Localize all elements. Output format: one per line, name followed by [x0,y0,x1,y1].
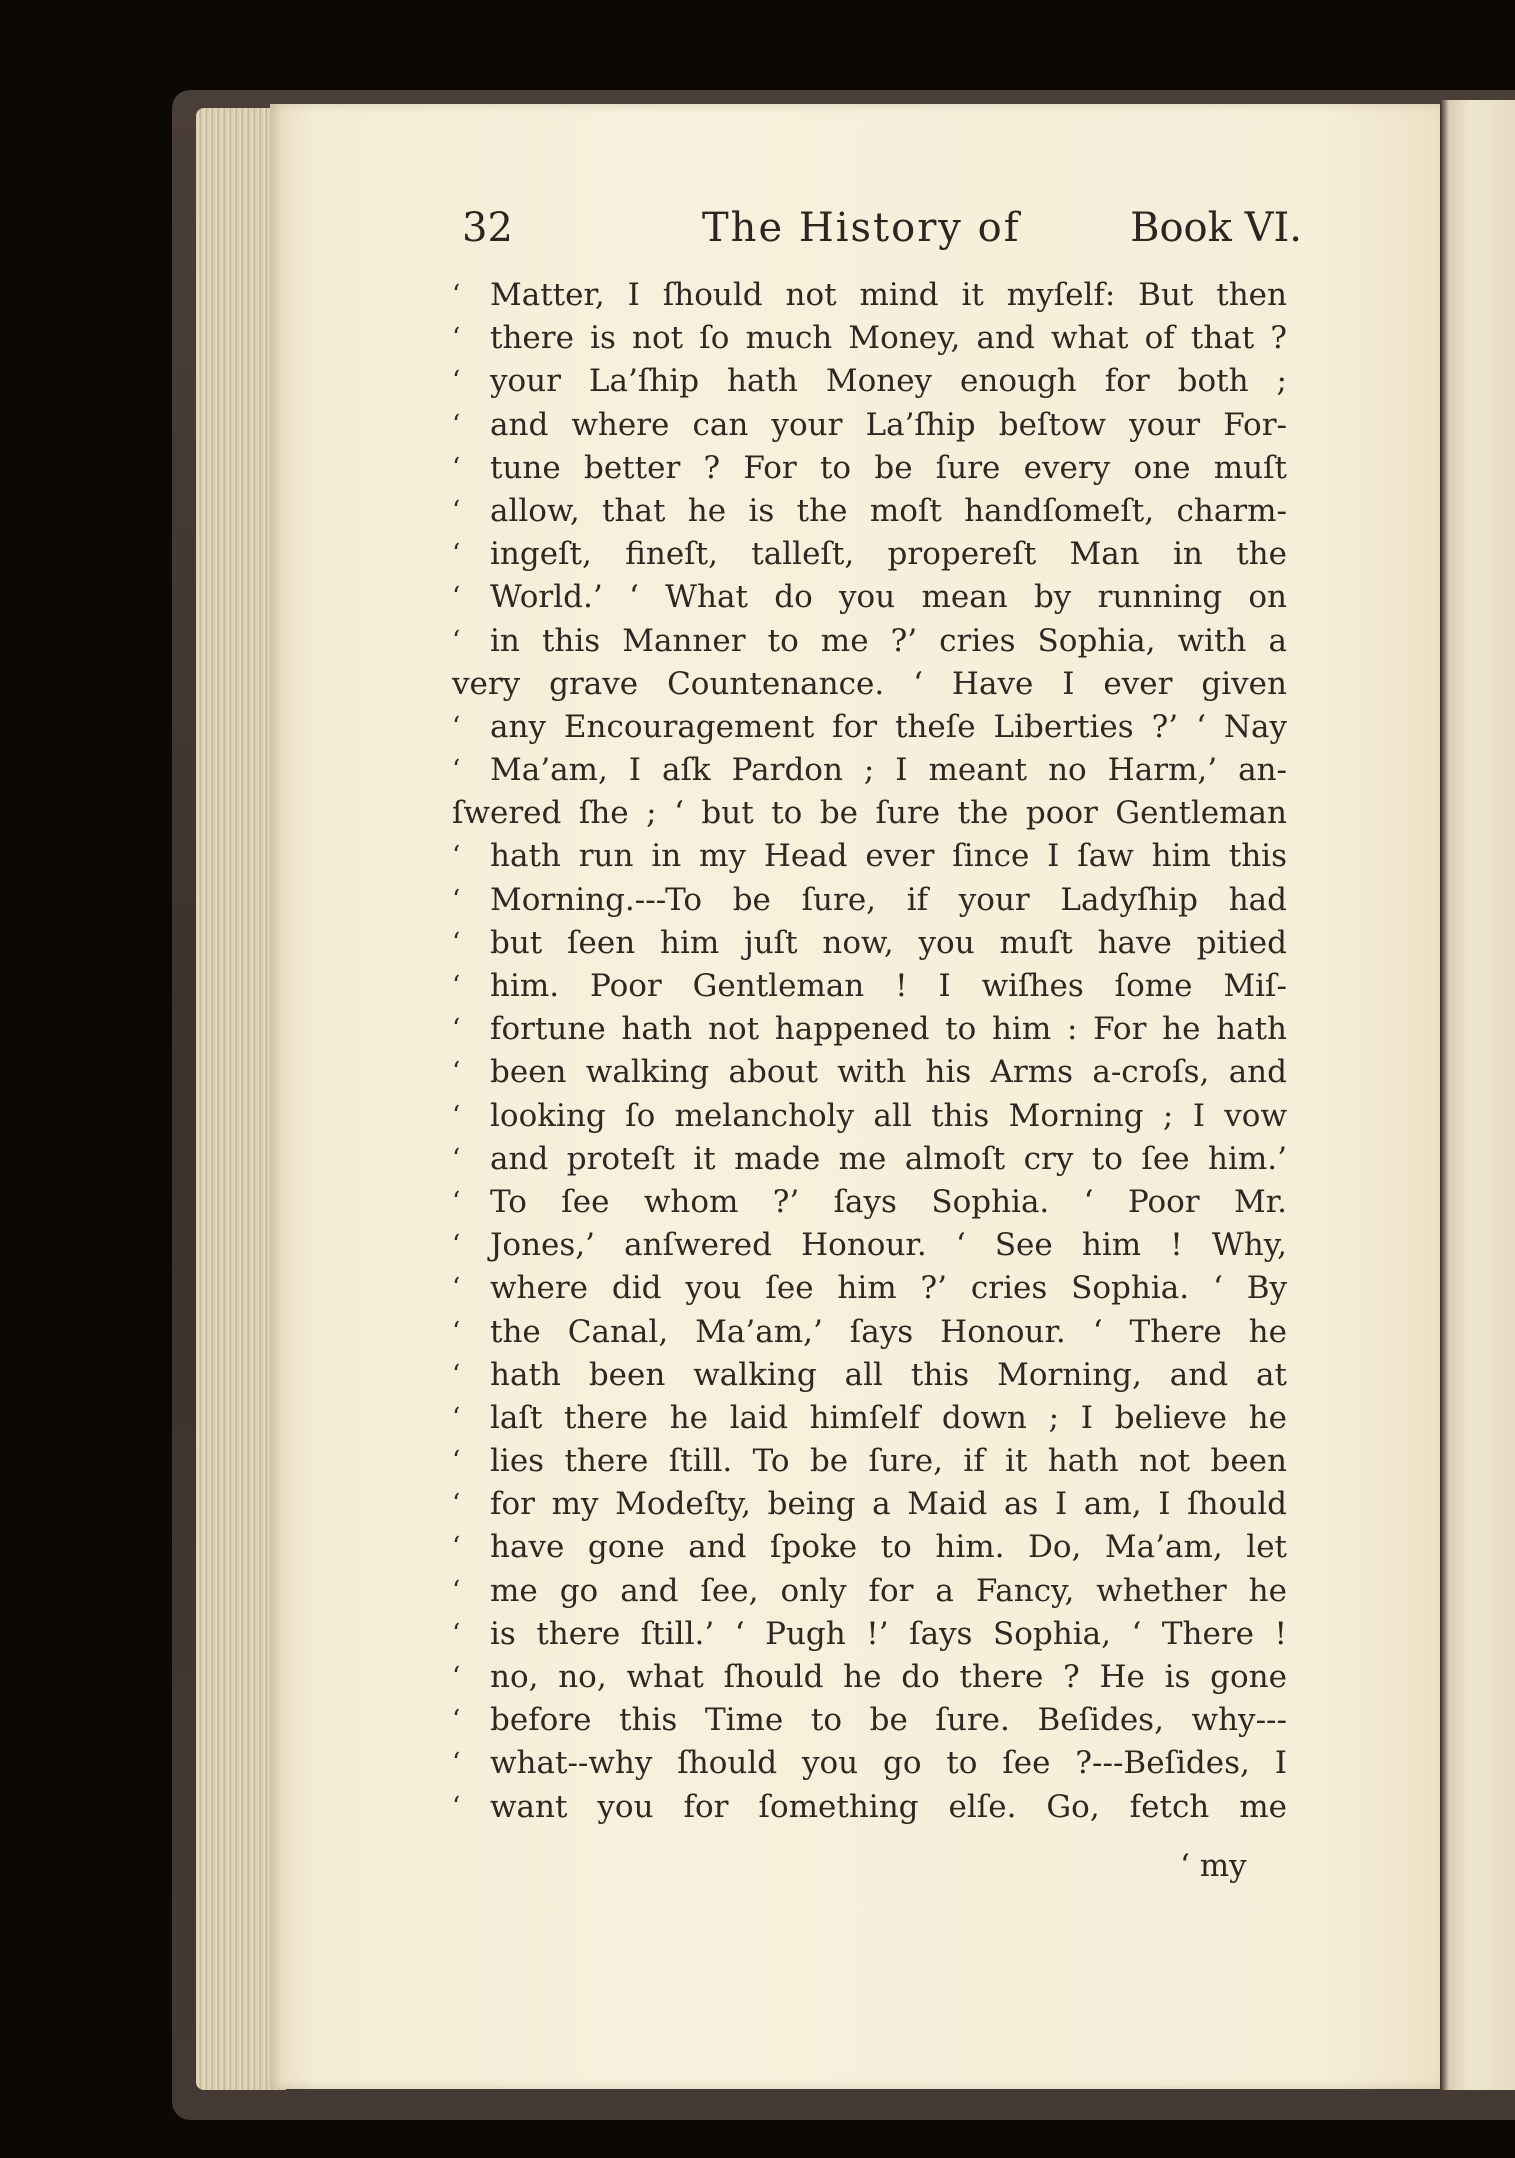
line-text: the Canal, Ma’am,’ ſays Honour. ‘ There he [490,1313,1287,1350]
line-text: laſt there he laid himſelf down ; I believe he [490,1399,1287,1436]
line-text: any Encouragement for theſe Liberties ?’ ‘ Nay [490,708,1287,745]
line-text: before this Time to be ſure. Beſides, why--- [490,1702,1287,1739]
line-text: Jones,’ anſwered Honour. ‘ See him ! Why, [490,1227,1287,1264]
line-text: and where can your La’ſhip beſtow your For- [490,406,1287,443]
text-line [452,447,1287,490]
text-line [452,749,1287,792]
text-line [452,360,1287,403]
line-text: no, no, what ſhould he do there ? He is gone [490,1659,1287,1695]
line-text: looking ſo melancholy all this Morning ; I vow [490,1097,1287,1134]
line-text: me go and ſee, only for a Fancy, whether he [490,1572,1287,1609]
quote-mark: ‘ [452,1014,461,1045]
quote-mark: ‘ [452,1532,461,1563]
line-text: for my Modeſty, being a Maid as I am, I ſhould [490,1486,1287,1523]
line-text: him. Poor Gentleman ! I wiſhes ſome Miſ- [490,968,1287,1004]
text-line [452,1483,1287,1526]
running-header [452,205,1302,265]
text-line [452,1570,1287,1613]
text-line [452,1095,1287,1138]
text-line [452,1311,1287,1354]
text-line [452,835,1287,878]
line-text: ſwered ſhe ; ‘ but to be ſure the poor Gentleman [452,795,1287,832]
quote-mark: ‘ [452,927,461,958]
quote-mark: ‘ [452,711,461,742]
text-line [452,317,1287,360]
text-line [452,922,1287,965]
quote-mark: ‘ [452,495,461,526]
line-text: very grave Countenance. ‘ Have I ever given [452,665,1287,702]
quote-mark: ‘ [452,1100,461,1131]
page-number: 32 [462,205,513,251]
quote-mark: ‘ [452,755,461,786]
line-text: is there ſtill.’ ‘ Pugh !’ ſays Sophia, ‘ There ! [490,1615,1287,1652]
text-line [452,576,1287,619]
quote-mark: ‘ [452,1489,461,1520]
text-line [452,274,1287,317]
text-line [452,1181,1287,1224]
body-text [452,274,1287,1829]
running-title: The History of [702,205,1021,251]
quote-mark: ‘ [452,452,461,483]
line-text: in this Manner to me ?’ cries Sophia, with a [490,622,1287,659]
text-line [452,706,1287,749]
quote-mark: ‘ [452,539,461,570]
quote-mark: ‘ [452,1359,461,1390]
quote-mark: ‘ [452,1273,461,1304]
line-text: lies there ſtill. To be ſure, if it hath not been [490,1443,1287,1480]
text-line [452,663,1287,706]
text-line [452,1440,1287,1483]
quote-mark: ‘ [452,1057,461,1088]
line-text: want you for ſomething elſe. Go, fetch me [490,1788,1287,1825]
line-text: your La’ſhip hath Money enough for both ; [490,363,1287,400]
text-line [452,1699,1287,1742]
quote-mark: ‘ [452,1618,461,1649]
quote-mark: ‘ [452,1705,461,1736]
quote-mark: ‘ [452,1791,461,1822]
text-line [452,1786,1287,1829]
line-text: there is not ſo much Money, and what of that ? [490,320,1287,357]
quote-mark: ‘ [452,1230,461,1261]
text-line [452,792,1287,835]
text-line [452,1742,1287,1785]
catchword: ‘ my [1180,1848,1247,1884]
text-line [452,490,1287,533]
line-text: Morning.---To be ſure, if your Ladyſhip had [490,881,1287,918]
line-text: Ma’am, I aſk Pardon ; I meant no Harm,’ an- [490,752,1287,789]
line-text: have gone and ſpoke to him. Do, Ma’am, let [490,1529,1287,1566]
line-text: World.’ ‘ What do you mean by running on [490,579,1287,616]
text-line [452,1354,1287,1397]
text-line [452,1008,1287,1051]
quote-mark: ‘ [452,582,461,613]
book-label: Book VI. [1130,205,1302,251]
text-line [452,1138,1287,1181]
line-text: but ſeen him juſt now, you muſt have pitied [490,924,1287,961]
facing-page-edge [1440,100,1515,2090]
quote-mark: ‘ [452,409,461,440]
text-line [452,1526,1287,1569]
text-line [452,879,1287,922]
text-line [452,404,1287,447]
quote-mark: ‘ [452,1143,461,1174]
quote-mark: ‘ [452,1575,461,1606]
line-text: tune better ? For to be ſure every one muſt [490,449,1287,486]
line-text: where did you ſee him ?’ cries Sophia. ‘ By [490,1270,1287,1307]
text-line [452,1051,1287,1094]
quote-mark: ‘ [452,1402,461,1433]
quote-mark: ‘ [452,1662,461,1692]
line-text: hath run in my Head ever ſince I ſaw him this [490,838,1287,875]
line-text: and proteſt it made me almoſt cry to ſee him.’ [490,1140,1287,1177]
line-text: Matter, I ſhould not mind it myſelf: But then [490,277,1287,313]
text-line [452,965,1287,1008]
text-line [452,1224,1287,1267]
quote-mark: ‘ [452,1446,461,1477]
line-text: allow, that he is the moſt handſomeſt, charm- [490,492,1287,529]
text-line [452,1656,1287,1699]
quote-mark: ‘ [452,841,461,872]
quote-mark: ‘ [452,366,461,397]
quote-mark: ‘ [452,1748,461,1779]
quote-mark: ‘ [452,625,461,656]
quote-mark: ‘ [452,1316,461,1347]
line-text: ingeſt, fineſt, talleſt, propereſt Man in the [490,536,1287,573]
line-text: been walking about with his Arms a-croſs, and [490,1054,1287,1091]
line-text: hath been walking all this Morning, and at [490,1356,1287,1393]
text-line [452,1613,1287,1656]
line-text: fortune hath not happened to him : For he hath [490,1011,1287,1048]
text-line [452,1267,1287,1310]
text-line [452,533,1287,576]
quote-mark: ‘ [452,1186,461,1217]
line-text: To ſee whom ?’ ſays Sophia. ‘ Poor Mr. [490,1183,1287,1220]
line-text: what--why ſhould you go to ſee ?---Beſides, I [490,1745,1287,1782]
text-line [452,1397,1287,1440]
quote-mark: ‘ [452,280,461,310]
text-line [452,620,1287,663]
quote-mark: ‘ [452,884,461,915]
quote-mark: ‘ [452,971,461,1001]
quote-mark: ‘ [452,323,461,354]
